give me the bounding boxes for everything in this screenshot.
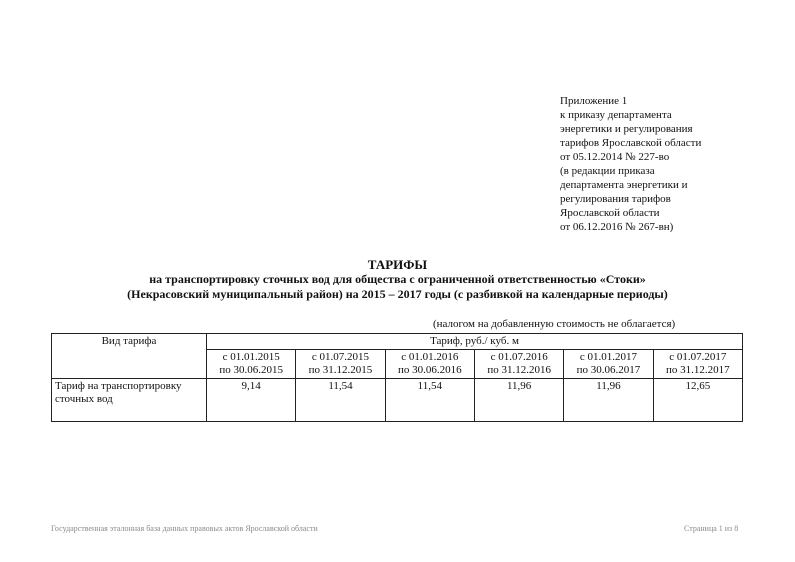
footer-source: Государственная эталонная база данных правовых актов Ярославской области (51, 524, 318, 533)
kind-column-header: Вид тарифа (52, 334, 207, 379)
period-to: по 30.06.2017 (576, 364, 641, 376)
period-header (296, 350, 385, 379)
document-subtitle-line-2: (Некрасовский муниципальный район) на 2015 – 2017 годы (с разбивкой на календарные периоды) (127, 287, 668, 301)
period-from: с 01.07.2016 (490, 351, 548, 363)
table-header-row (52, 334, 743, 350)
footer-page-number: Страница 1 из 8 (684, 524, 739, 533)
appendix-line: Приложение 1 (560, 95, 628, 107)
period-from: с 01.07.2017 (669, 351, 727, 363)
period-header (385, 350, 474, 379)
period-to: по 31.12.2016 (487, 364, 551, 376)
tariff-value-cell: 12,65 (653, 379, 742, 422)
tariff-column-header: Тариф, руб./ куб. м (207, 334, 743, 350)
document-subtitle-line-1: на транспортировку сточных вод для общества с ограниченной ответственностью «Стоки» (149, 272, 646, 286)
tariff-table (51, 333, 743, 422)
appendix-line: департамента энергетики и (560, 179, 688, 191)
period-header (653, 350, 742, 379)
appendix-line: от 06.12.2016 № 267-вн) (560, 221, 674, 233)
appendix-line: тарифов Ярославской области (560, 137, 702, 149)
tariff-kind-cell: Тариф на транспортировку сточных вод (52, 379, 207, 422)
appendix-line: регулирования тарифов (560, 193, 671, 205)
period-header (207, 350, 296, 379)
tax-note: (налогом на добавленную стоимость не облагается) (433, 318, 676, 330)
period-to: по 30.06.2015 (219, 364, 283, 376)
appendix-line: (в редакции приказа (560, 165, 655, 177)
appendix-line: энергетики и регулирования (560, 123, 693, 135)
document-title: ТАРИФЫ (367, 257, 428, 272)
tariff-value-cell: 9,14 (207, 379, 296, 422)
tariff-value-cell: 11,54 (296, 379, 385, 422)
period-to: по 31.12.2015 (308, 364, 373, 376)
period-from: с 01.01.2017 (579, 351, 638, 363)
tariff-value-cell: 11,96 (474, 379, 563, 422)
appendix-line: от 05.12.2014 № 227-во (560, 151, 670, 163)
period-from: с 01.01.2015 (222, 351, 280, 363)
appendix-line: Ярославской области (560, 207, 660, 219)
appendix-line: к приказу департамента (560, 109, 672, 121)
tariff-value-cell: 11,96 (564, 379, 653, 422)
period-to: по 31.12.2017 (666, 364, 730, 376)
appendix-block (560, 94, 780, 234)
tariff-value-cell: 11,54 (385, 379, 474, 422)
table-row (52, 379, 743, 422)
period-to: по 30.06.2016 (398, 364, 462, 376)
period-from: с 01.07.2015 (311, 351, 370, 363)
period-header (564, 350, 653, 379)
period-header (474, 350, 563, 379)
document-title-block (0, 257, 795, 302)
period-from: с 01.01.2016 (401, 351, 459, 363)
